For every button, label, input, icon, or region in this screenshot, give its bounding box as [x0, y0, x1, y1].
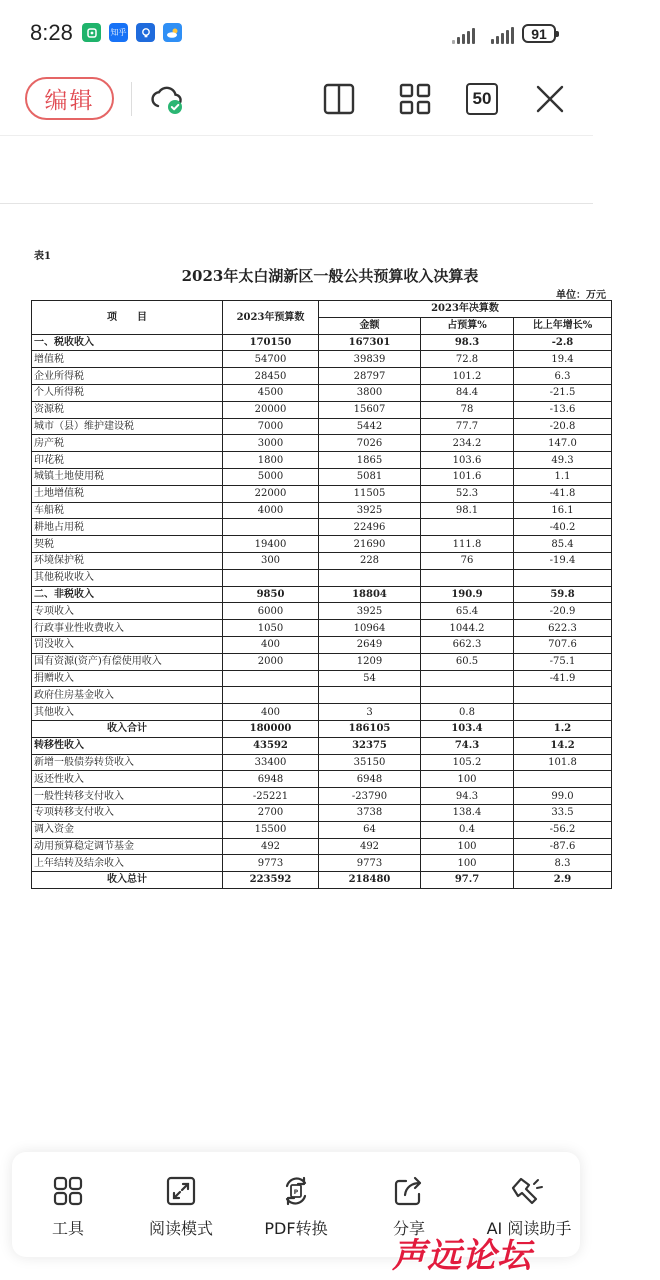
row-growth-cell: 1.1 [514, 468, 612, 485]
row-growth-cell: -75.1 [514, 653, 612, 670]
row-budget-cell: 1050 [223, 620, 319, 637]
weather-notification-icon [163, 23, 182, 42]
row-amount-cell: -23790 [319, 788, 421, 805]
row-pct-cell: 72.8 [421, 351, 514, 368]
table-row [32, 872, 612, 889]
row-growth-cell: -87.6 [514, 838, 612, 855]
row-pct-cell: 1044.2 [421, 620, 514, 637]
row-amount-cell [319, 687, 421, 704]
row-item-name: 企业所得税 [32, 368, 223, 385]
row-pct-cell: 190.9 [421, 586, 514, 603]
row-amount-cell: 7026 [319, 435, 421, 452]
row-growth-cell: 14.2 [514, 737, 612, 754]
svg-text:P: P [293, 1189, 299, 1196]
row-budget-cell: 4500 [223, 384, 319, 401]
signal-strength-icon [452, 24, 475, 44]
table-row [32, 485, 612, 502]
row-amount-cell: 22496 [319, 519, 421, 536]
row-item-name: 房产税 [32, 435, 223, 452]
row-pct-cell: 662.3 [421, 636, 514, 653]
expand-icon [164, 1174, 198, 1208]
row-growth-cell: 99.0 [514, 788, 612, 805]
header-pct: 占预算% [421, 317, 514, 334]
notification-bulb-icon [136, 23, 155, 42]
row-pct-cell: 0.8 [421, 704, 514, 721]
row-pct-cell: 60.5 [421, 653, 514, 670]
row-pct-cell: 111.8 [421, 536, 514, 553]
row-item-name: 罚没收入 [32, 636, 223, 653]
row-item-name: 资源税 [32, 401, 223, 418]
table-label: 表1 [34, 251, 51, 262]
row-growth-cell: 147.0 [514, 435, 612, 452]
row-budget-cell: 170150 [223, 334, 319, 351]
signal-strength-2-icon [491, 24, 514, 44]
row-pct-cell: 84.4 [421, 384, 514, 401]
row-pct-cell: 100 [421, 838, 514, 855]
row-amount-cell: 228 [319, 552, 421, 569]
row-budget-cell: 5000 [223, 468, 319, 485]
row-amount-cell: 186105 [319, 720, 421, 737]
row-item-name: 其他收入 [32, 704, 223, 721]
table-row [32, 704, 612, 721]
row-item-name: 土地增值税 [32, 485, 223, 502]
header-growth: 比上年增长% [514, 317, 612, 334]
table-row [32, 771, 612, 788]
header-amount: 金额 [319, 317, 421, 334]
row-item-name: 耕地占用税 [32, 519, 223, 536]
page-count-button[interactable]: 50 [466, 83, 498, 115]
row-item-name: 二、非税收入 [32, 586, 223, 603]
table-row [32, 754, 612, 771]
row-growth-cell [514, 687, 612, 704]
row-growth-cell: 16.1 [514, 502, 612, 519]
row-growth-cell [514, 569, 612, 586]
row-pct-cell: 100 [421, 771, 514, 788]
row-budget-cell: 3000 [223, 435, 319, 452]
notification-app-icon [82, 23, 101, 42]
row-budget-cell [223, 687, 319, 704]
pdf-convert-label: PDF转换 [264, 1219, 328, 1238]
row-budget-cell [223, 670, 319, 687]
row-amount-cell: 5081 [319, 468, 421, 485]
row-pct-cell: 52.3 [421, 485, 514, 502]
budget-table [31, 300, 612, 889]
row-pct-cell: 77.7 [421, 418, 514, 435]
row-amount-cell: 21690 [319, 536, 421, 553]
row-budget-cell: 33400 [223, 754, 319, 771]
ai-assistant-label: AI 阅读助手 [486, 1219, 572, 1238]
share-label: 分享 [392, 1219, 425, 1238]
table-row [32, 620, 612, 637]
row-budget-cell: 20000 [223, 401, 319, 418]
table-row [32, 838, 612, 855]
table-row [32, 586, 612, 603]
row-amount-cell: 54 [319, 670, 421, 687]
header-budget: 2023年预算数 [223, 301, 319, 335]
row-amount-cell: 3 [319, 704, 421, 721]
row-pct-cell [421, 519, 514, 536]
row-growth-cell: -40.2 [514, 519, 612, 536]
row-growth-cell: -41.8 [514, 485, 612, 502]
row-budget-cell: 54700 [223, 351, 319, 368]
document-margin [0, 136, 593, 204]
row-growth-cell: -41.9 [514, 670, 612, 687]
row-growth-cell: 1.2 [514, 720, 612, 737]
table-title: 2023年太白湖新区一般公共预算收入决算表 [181, 267, 479, 285]
cloud-synced-icon[interactable] [148, 80, 186, 118]
row-budget-cell: 180000 [223, 720, 319, 737]
row-item-name: 专项收入 [32, 603, 223, 620]
row-item-name: 其他税收收入 [32, 569, 223, 586]
row-pct-cell: 101.6 [421, 468, 514, 485]
row-amount-cell: 3738 [319, 804, 421, 821]
table-row [32, 418, 612, 435]
row-item-name: 捐赠收入 [32, 670, 223, 687]
row-growth-cell [514, 771, 612, 788]
row-amount-cell: 1209 [319, 653, 421, 670]
status-bar [0, 0, 593, 62]
table-row [32, 334, 612, 351]
top-toolbar [0, 62, 593, 136]
row-pct-cell: 76 [421, 552, 514, 569]
document-page[interactable] [0, 205, 606, 1205]
row-amount-cell: 35150 [319, 754, 421, 771]
split-view-icon[interactable] [322, 82, 356, 116]
row-amount-cell: 1865 [319, 452, 421, 469]
row-pct-cell: 103.4 [421, 720, 514, 737]
row-item-name: 一、税收收入 [32, 334, 223, 351]
row-budget-cell: -25221 [223, 788, 319, 805]
row-budget-cell: 9773 [223, 855, 319, 872]
row-growth-cell: -20.9 [514, 603, 612, 620]
table-row [32, 670, 612, 687]
row-budget-cell: 28450 [223, 368, 319, 385]
row-growth-cell: -13.6 [514, 401, 612, 418]
unit-label: 单位：万元 [556, 290, 606, 301]
row-amount-cell: 28797 [319, 368, 421, 385]
row-budget-cell: 1800 [223, 452, 319, 469]
forum-watermark: 声远论坛 [392, 1236, 532, 1276]
reading-mode-label: 阅读模式 [148, 1219, 213, 1238]
row-growth-cell: 6.3 [514, 368, 612, 385]
row-item-name: 新增一般债券转贷收入 [32, 754, 223, 771]
row-growth-cell: -56.2 [514, 821, 612, 838]
row-item-name: 上年结转及结余收入 [32, 855, 223, 872]
table-row [32, 368, 612, 385]
row-amount-cell: 64 [319, 821, 421, 838]
table-row [32, 552, 612, 569]
row-amount-cell: 18804 [319, 586, 421, 603]
row-item-name: 国有资源(资产)有偿使用收入 [32, 653, 223, 670]
row-pct-cell: 138.4 [421, 804, 514, 821]
status-time: 8:28 [30, 20, 73, 45]
row-growth-cell: 622.3 [514, 620, 612, 637]
row-item-name: 返还性收入 [32, 771, 223, 788]
budget-table-body [32, 334, 612, 888]
row-growth-cell: 59.8 [514, 586, 612, 603]
row-pct-cell: 94.3 [421, 788, 514, 805]
row-item-name: 专项转移支付收入 [32, 804, 223, 821]
row-budget-cell: 400 [223, 704, 319, 721]
row-budget-cell: 4000 [223, 502, 319, 519]
table-row [32, 351, 612, 368]
battery-icon: 91 [522, 24, 556, 43]
row-item-name: 一般性转移支付收入 [32, 788, 223, 805]
row-item-name: 车船税 [32, 502, 223, 519]
header-final-group: 2023年决算数 [319, 301, 612, 318]
table-row [32, 737, 612, 754]
row-pct-cell: 65.4 [421, 603, 514, 620]
table-row [32, 788, 612, 805]
row-budget-cell: 400 [223, 636, 319, 653]
toolbar-divider [131, 82, 132, 116]
row-amount-cell: 11505 [319, 485, 421, 502]
row-budget-cell: 6000 [223, 603, 319, 620]
row-item-name: 调入资金 [32, 821, 223, 838]
row-growth-cell: -21.5 [514, 384, 612, 401]
table-row [32, 569, 612, 586]
table-row [32, 435, 612, 452]
row-pct-cell [421, 687, 514, 704]
table-row [32, 687, 612, 704]
row-item-name: 城市（县）维护建设税 [32, 418, 223, 435]
row-budget-cell: 492 [223, 838, 319, 855]
row-budget-cell: 15500 [223, 821, 319, 838]
row-budget-cell: 7000 [223, 418, 319, 435]
grid-view-icon[interactable] [398, 82, 432, 116]
row-growth-cell: 33.5 [514, 804, 612, 821]
row-item-name: 环境保护税 [32, 552, 223, 569]
row-pct-cell [421, 670, 514, 687]
row-growth-cell: 85.4 [514, 536, 612, 553]
row-budget-cell: 6948 [223, 771, 319, 788]
row-growth-cell: 101.8 [514, 754, 612, 771]
table-row [32, 536, 612, 553]
row-budget-cell: 43592 [223, 737, 319, 754]
row-pct-cell: 0.4 [421, 821, 514, 838]
row-growth-cell: 8.3 [514, 855, 612, 872]
table-row [32, 804, 612, 821]
row-pct-cell: 97.7 [421, 872, 514, 889]
row-pct-cell [421, 569, 514, 586]
row-item-name: 契税 [32, 536, 223, 553]
row-growth-cell: -19.4 [514, 552, 612, 569]
row-item-name: 行政事业性收费收入 [32, 620, 223, 637]
row-amount-cell: 10964 [319, 620, 421, 637]
row-amount-cell: 218480 [319, 872, 421, 889]
ai-assistant-icon [512, 1174, 546, 1208]
row-growth-cell: 19.4 [514, 351, 612, 368]
row-item-name: 印花税 [32, 452, 223, 469]
row-item-name: 个人所得税 [32, 384, 223, 401]
tools-grid-icon [51, 1174, 85, 1208]
row-budget-cell: 9850 [223, 586, 319, 603]
row-growth-cell: -2.8 [514, 334, 612, 351]
row-pct-cell: 98.3 [421, 334, 514, 351]
row-item-name: 转移性收入 [32, 737, 223, 754]
row-growth-cell: 707.6 [514, 636, 612, 653]
close-icon[interactable] [533, 82, 567, 116]
row-item-name: 增值税 [32, 351, 223, 368]
row-budget-cell: 19400 [223, 536, 319, 553]
row-item-name: 收入总计 [32, 872, 223, 889]
row-amount-cell: 2649 [319, 636, 421, 653]
reading-mode-button[interactable] [131, 1174, 231, 1244]
row-pct-cell: 100 [421, 855, 514, 872]
pdf-convert-button[interactable] [246, 1174, 346, 1244]
row-amount-cell: 15607 [319, 401, 421, 418]
table-row [32, 603, 612, 620]
table-row [32, 636, 612, 653]
row-budget-cell: 22000 [223, 485, 319, 502]
row-growth-cell: 49.3 [514, 452, 612, 469]
row-item-name: 动用预算稳定调节基金 [32, 838, 223, 855]
row-pct-cell: 103.6 [421, 452, 514, 469]
row-amount-cell: 3925 [319, 603, 421, 620]
table-row [32, 720, 612, 737]
share-icon [392, 1174, 426, 1208]
table-row [32, 468, 612, 485]
table-row [32, 821, 612, 838]
row-amount-cell: 5442 [319, 418, 421, 435]
row-amount-cell [319, 569, 421, 586]
row-amount-cell: 492 [319, 838, 421, 855]
table-row [32, 401, 612, 418]
table-row [32, 519, 612, 536]
row-amount-cell: 3925 [319, 502, 421, 519]
row-budget-cell: 223592 [223, 872, 319, 889]
table-row [32, 384, 612, 401]
zhihu-notification-icon: 知乎 [109, 23, 128, 42]
tools-label: 工具 [51, 1219, 84, 1238]
row-pct-cell: 105.2 [421, 754, 514, 771]
header-item: 项 目 [32, 301, 223, 335]
row-amount-cell: 6948 [319, 771, 421, 788]
table-row [32, 502, 612, 519]
edit-button[interactable]: 编辑 [25, 77, 114, 120]
row-pct-cell: 101.2 [421, 368, 514, 385]
row-budget-cell [223, 569, 319, 586]
table-row [32, 855, 612, 872]
pdf-convert-icon [279, 1174, 313, 1208]
tools-button[interactable] [18, 1174, 118, 1244]
row-budget-cell: 300 [223, 552, 319, 569]
row-pct-cell: 78 [421, 401, 514, 418]
row-amount-cell: 3800 [319, 384, 421, 401]
row-growth-cell: 2.9 [514, 872, 612, 889]
row-growth-cell [514, 704, 612, 721]
row-budget-cell: 2000 [223, 653, 319, 670]
row-pct-cell: 234.2 [421, 435, 514, 452]
row-amount-cell: 39839 [319, 351, 421, 368]
table-row [32, 452, 612, 469]
row-amount-cell: 167301 [319, 334, 421, 351]
row-item-name: 政府住房基金收入 [32, 687, 223, 704]
row-budget-cell [223, 519, 319, 536]
row-pct-cell: 74.3 [421, 737, 514, 754]
row-growth-cell: -20.8 [514, 418, 612, 435]
table-row [32, 653, 612, 670]
row-item-name: 城镇土地使用税 [32, 468, 223, 485]
row-amount-cell: 32375 [319, 737, 421, 754]
row-pct-cell: 98.1 [421, 502, 514, 519]
row-item-name: 收入合计 [32, 720, 223, 737]
row-budget-cell: 2700 [223, 804, 319, 821]
row-amount-cell: 9773 [319, 855, 421, 872]
